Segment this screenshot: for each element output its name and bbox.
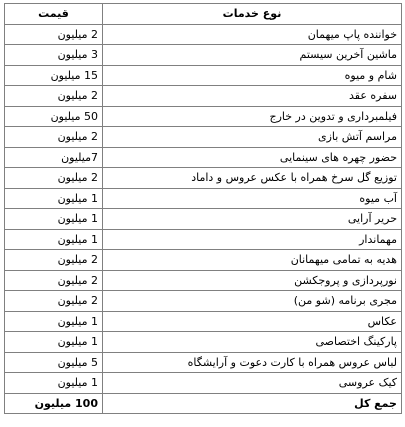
- table-row: [5, 106, 402, 127]
- service-cell: هدیه به تمامی میهمانان: [103, 250, 402, 271]
- table-row: [5, 24, 402, 45]
- price-column-header: قیمت: [5, 4, 103, 25]
- table-row: [5, 168, 402, 189]
- price-cell: 2 میلیون: [5, 24, 103, 45]
- price-cell: 2 میلیون: [5, 86, 103, 107]
- service-cell: ماشین آخرین سیستم: [103, 45, 402, 66]
- service-cell: مراسم آتش بازی: [103, 127, 402, 148]
- table-row: [5, 291, 402, 312]
- price-cell: 2 میلیون: [5, 250, 103, 271]
- wedding-services-price-table: [4, 3, 402, 414]
- price-cell: 1 میلیون: [5, 229, 103, 250]
- price-cell: 5 میلیون: [5, 352, 103, 373]
- service-cell: آب میوه: [103, 188, 402, 209]
- price-cell: 2 میلیون: [5, 291, 103, 312]
- table-row: [5, 229, 402, 250]
- service-cell: مهماندار: [103, 229, 402, 250]
- service-cell: فیلمبرداری و تدوین در خارج: [103, 106, 402, 127]
- service-cell: خواننده پاپ میهمان: [103, 24, 402, 45]
- table-row: [5, 332, 402, 353]
- price-cell: 1 میلیون: [5, 332, 103, 353]
- price-cell: 2 میلیون: [5, 270, 103, 291]
- price-cell: 15 میلیون: [5, 65, 103, 86]
- table-row: [5, 86, 402, 107]
- table-body: [5, 24, 402, 414]
- table-header-row: [5, 4, 402, 25]
- price-cell: 1 میلیون: [5, 311, 103, 332]
- table-row: [5, 270, 402, 291]
- table-row: [5, 65, 402, 86]
- service-cell: حریر آرایی: [103, 209, 402, 230]
- price-cell: 1 میلیون: [5, 373, 103, 394]
- price-cell: 50 میلیون: [5, 106, 103, 127]
- total-row: [5, 393, 402, 414]
- service-cell: مجری برنامه (شو من): [103, 291, 402, 312]
- service-cell: توزیع گل سرخ همراه با عکس عروس و داماد: [103, 168, 402, 189]
- table-row: [5, 250, 402, 271]
- price-cell: 2 میلیون: [5, 168, 103, 189]
- price-cell: 3 میلیون: [5, 45, 103, 66]
- price-cell: 1 میلیون: [5, 209, 103, 230]
- price-cell: 7میلیون: [5, 147, 103, 168]
- price-cell: 2 میلیون: [5, 127, 103, 148]
- table-row: [5, 209, 402, 230]
- service-cell: عکاس: [103, 311, 402, 332]
- service-cell: سفره عقد: [103, 86, 402, 107]
- table-row: [5, 352, 402, 373]
- table-row: [5, 45, 402, 66]
- total-label-cell: جمع کل: [103, 393, 402, 414]
- table-row: [5, 311, 402, 332]
- service-cell: نورپردازی و پروجکشن: [103, 270, 402, 291]
- service-cell: شام و میوه: [103, 65, 402, 86]
- table-row: [5, 373, 402, 394]
- service-cell: پارکینگ اختصاصی: [103, 332, 402, 353]
- table-row: [5, 127, 402, 148]
- service-column-header: نوع خدمات: [103, 4, 402, 25]
- table-row: [5, 147, 402, 168]
- price-cell: 1 میلیون: [5, 188, 103, 209]
- service-cell: حضور چهره های سینمایی: [103, 147, 402, 168]
- table-row: [5, 188, 402, 209]
- service-cell: کیک عروسی: [103, 373, 402, 394]
- total-price-cell: 100 میلیون: [5, 393, 103, 414]
- service-cell: لباس عروس همراه با کارت دعوت و آرایشگاه: [103, 352, 402, 373]
